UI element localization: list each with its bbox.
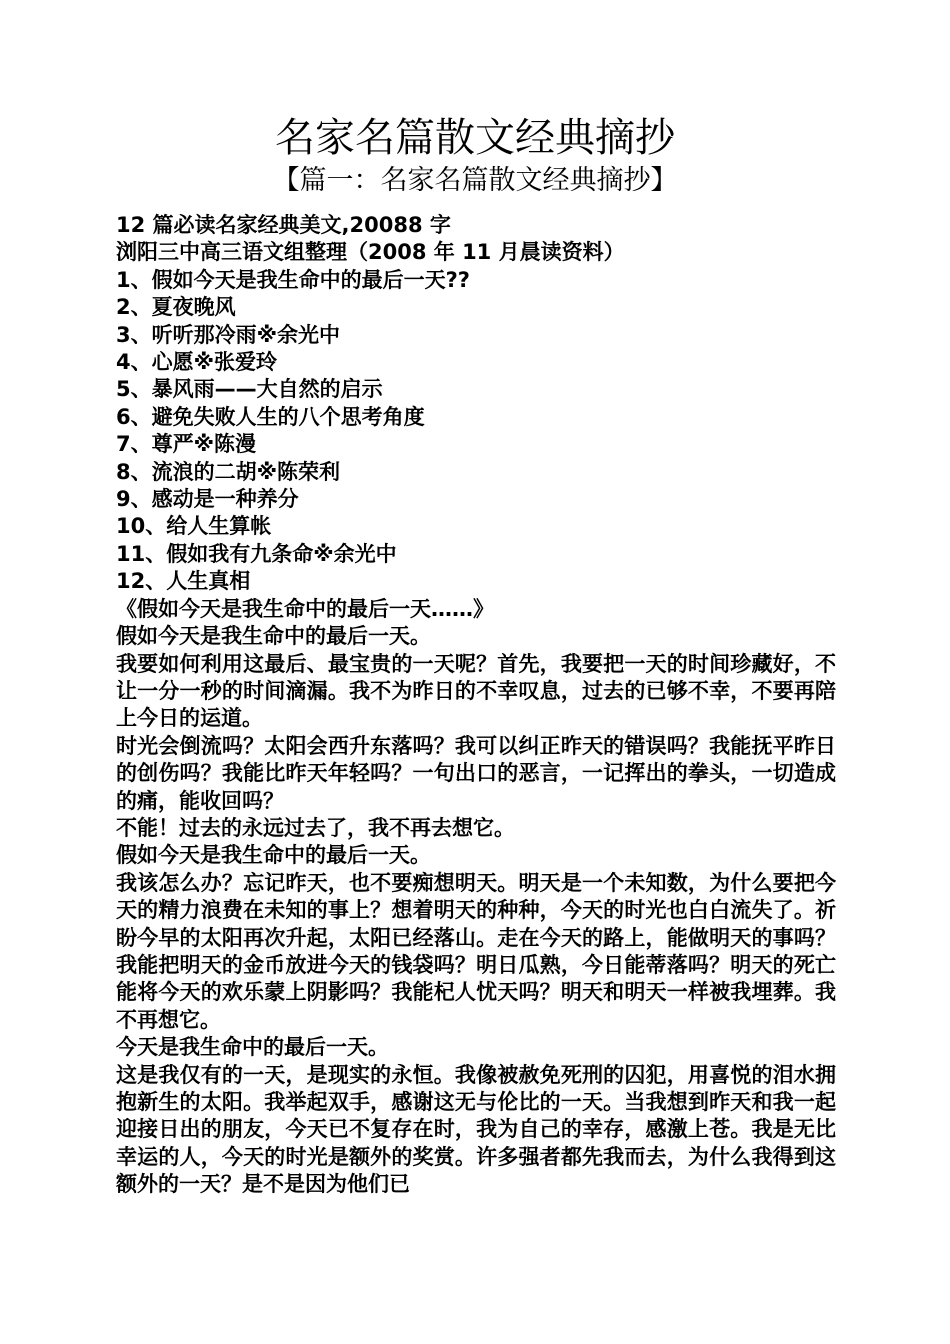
header-line-source: 浏阳三中高三语文组整理（2008 年 11 月晨读资料） <box>116 240 625 265</box>
toc-item: 11、假如我有九条命※余光中 <box>116 541 397 566</box>
toc-item: 4、心愿※张爱玲 <box>116 350 278 375</box>
toc-item: 12、人生真相 <box>116 569 251 594</box>
toc-item: 3、听听那冷雨※余光中 <box>116 322 341 347</box>
paragraph: 不能！过去的永远过去了，我不再去想它。 <box>116 815 515 840</box>
document-body <box>116 212 836 1199</box>
paragraph: 假如今天是我生命中的最后一天。 <box>116 843 431 868</box>
document-subtitle: 【篇一：名家名篇散文经典摘抄】 <box>272 165 678 196</box>
article-title: 《假如今天是我生命中的最后一天……》 <box>116 596 494 621</box>
header-line-count: 12 篇必读名家经典美文,20088 字 <box>116 213 451 237</box>
toc-item: 6、避免失败人生的八个思考角度 <box>116 404 425 429</box>
paragraph: 我要如何利用这最后、最宝贵的一天呢？首先，我要把一天的时间珍藏好，不让一分一秒的时间滴漏。我不为昨日的不幸叹息，过去的已够不幸，不要再陪上今日的运道。 <box>116 651 836 731</box>
toc-item: 1、假如今天是我生命中的最后一天?? <box>116 267 470 292</box>
paragraph: 假如今天是我生命中的最后一天。 <box>116 624 431 649</box>
toc-item: 10、给人生算帐 <box>116 514 272 539</box>
toc-item: 9、感动是一种养分 <box>116 487 299 512</box>
paragraph: 我该怎么办？忘记昨天，也不要痴想明天。明天是一个未知数，为什么要把今天的精力浪费在未知的事上？想着明天的种种，今天的时光也白白流失了。祈盼今早的太阳再次升起，太阳已经落山。走在今天的路上，能做明天的事吗？我能把明天的金币放进今天的钱袋吗？明日瓜熟，今日能蒂落吗？明天的死亡能将今天的欢乐蒙上阴影吗？我能杞人忧天吗？明天和明天一样被我埋葬。我不再想它。 <box>116 870 836 1032</box>
paragraph: 时光会倒流吗？太阳会西升东落吗？我可以纠正昨天的错误吗？我能抚平昨日的创伤吗？我能比昨天年轻吗？一句出口的恶言，一记挥出的拳头，一切造成的痛，能收回吗？ <box>116 733 836 813</box>
toc-item: 8、流浪的二胡※陈荣利 <box>116 459 341 484</box>
toc-item: 2、夏夜晚风 <box>116 295 236 320</box>
document-title: 名家名篇散文经典摘抄 <box>275 115 675 161</box>
toc-item: 5、暴风雨——大自然的启示 <box>116 377 383 402</box>
paragraph: 这是我仅有的一天，是现实的永恒。我像被赦免死刑的囚犯，用喜悦的泪水拥抱新生的太阳。我举起双手，感谢这无与伦比的一天。当我想到昨天和我一起迎接日出的朋友，今天已不复存在时，我为自己的幸存，感激上苍。我是无比幸运的人，今天的时光是额外的奖赏。许多强者都先我而去，为什么我得到这额外的一天？是不是因为他们已 <box>116 1062 836 1197</box>
toc-item: 7、尊严※陈漫 <box>116 432 257 457</box>
paragraph: 今天是我生命中的最后一天。 <box>116 1035 389 1060</box>
